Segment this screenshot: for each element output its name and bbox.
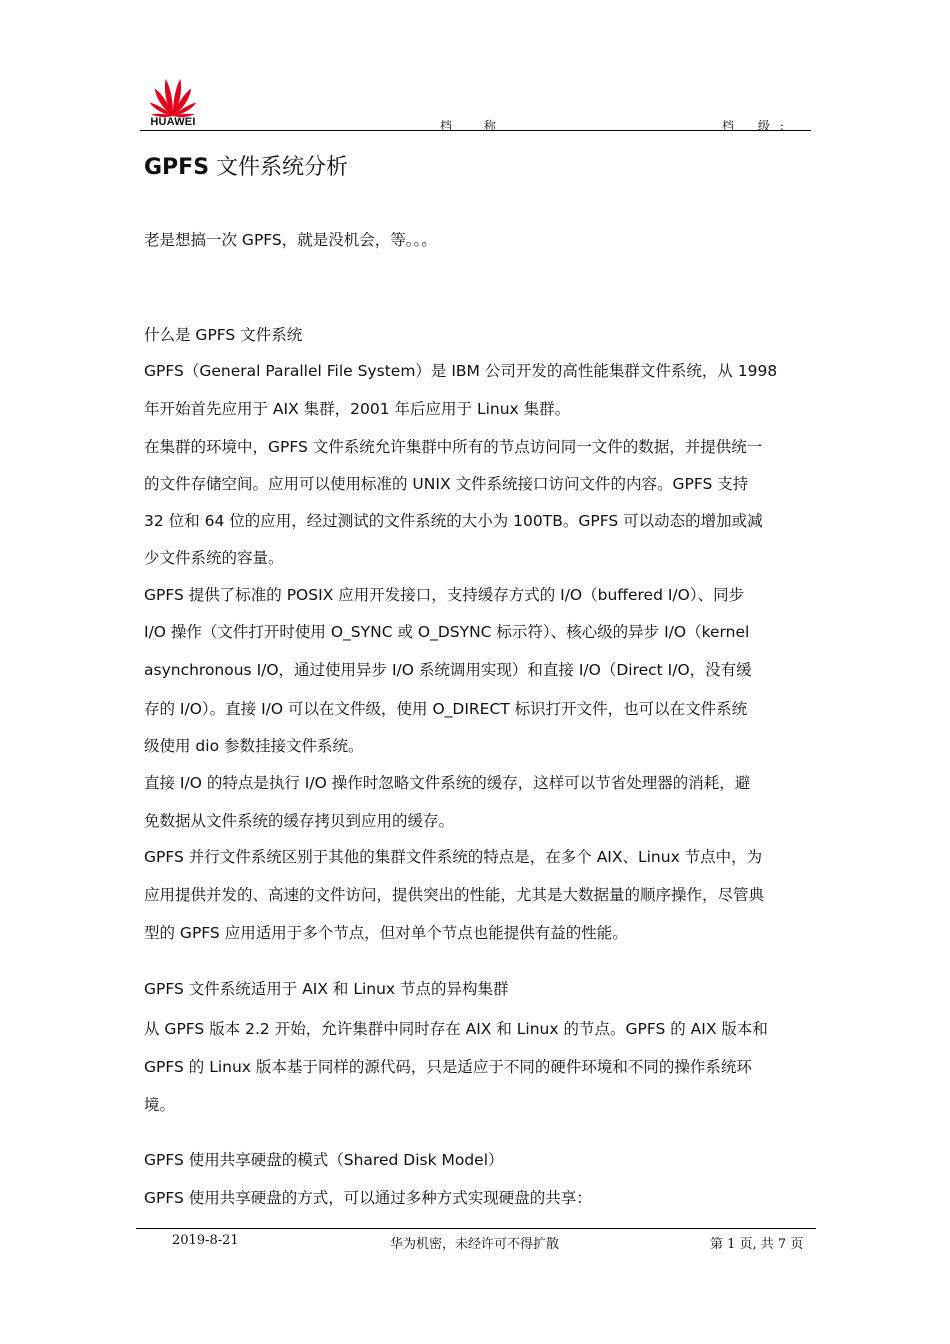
paragraph-line: 32 位和 64 位的应用，经过测试的文件系统的大小为 100TB。GPFS 可以动态的增加或减 bbox=[144, 512, 763, 530]
paragraph-line: 直接 I/O 的特点是执行 I/O 操作时忽略文件系统的缓存，这样可以节省处理器的消耗，避 bbox=[144, 774, 751, 792]
paragraph-line: 在集群的环境中，GPFS 文件系统允许集群中所有的节点访问同一文件的数据，并提供统一 bbox=[144, 438, 763, 456]
header-doc-name-label: 档 称 bbox=[440, 119, 510, 133]
paragraph-line: asynchronous I/O，通过使用异步 I/O 系统调用实现）和直接 I/O（Direct I/O，没有缓 bbox=[144, 661, 752, 679]
paragraph-line: 应用提供并发的、高速的文件访问，提供突出的性能，尤其是大数据量的顺序操作，尽管典 bbox=[144, 886, 765, 904]
paragraph-line: 老是想搞一次 GPFS，就是没机会，等。。。 bbox=[144, 231, 437, 249]
document-title bbox=[144, 150, 348, 181]
title-rest: 文件系统分析 bbox=[209, 155, 349, 180]
paragraph-line: 年开始首先应用于 AIX 集群，2001 年后应用于 Linux 集群。 bbox=[144, 400, 571, 418]
header-doc-level-label: 档 级: bbox=[722, 119, 794, 133]
paragraph-line: 免数据从文件系统的缓存拷贝到应用的缓存。 bbox=[144, 812, 455, 830]
header-rule bbox=[140, 130, 811, 131]
footer-confidential-notice: 华为机密，未经许可不得扩散 bbox=[390, 1237, 560, 1252]
paragraph-line: I/O 操作（文件打开时使用 O_SYNC 或 O_DSYNC 标示符）、核心级的异步 I/O（kernel bbox=[144, 623, 750, 641]
paragraph-line: 型的 GPFS 应用适用于多个节点，但对单个节点也能提供有益的性能。 bbox=[144, 924, 628, 942]
paragraph-line: 境。 bbox=[144, 1096, 176, 1114]
paragraph-line: GPFS 提供了标准的 POSIX 应用开发接口，支持缓存方式的 I/O（buffered I/O）、同步 bbox=[144, 586, 745, 604]
paragraph-line: 存的 I/O）。直接 I/O 可以在文件级，使用 O_DIRECT 标识打开文件，也可以在文件系统 bbox=[144, 700, 748, 718]
paragraph-line: GPFS 使用共享硬盘的方式，可以通过多种方式实现硬盘的共享： bbox=[144, 1189, 592, 1207]
section-heading: GPFS 文件系统适用于 AIX 和 Linux 节点的异构集群 bbox=[144, 980, 509, 998]
huawei-wordmark: HUAWEI bbox=[150, 116, 196, 128]
section-heading: 什么是 GPFS 文件系统 bbox=[144, 326, 303, 344]
footer-date: 2019-8-21 bbox=[172, 1233, 239, 1248]
paragraph-line: 的文件存储空间。应用可以使用标准的 UNIX 文件系统接口访问文件的内容。GPFS 支持 bbox=[144, 475, 749, 493]
footer-rule bbox=[136, 1228, 816, 1229]
paragraph-line: 少文件系统的容量。 bbox=[144, 549, 284, 567]
paragraph-line: GPFS 的 Linux 版本基于同样的源代码，只是适应于不同的硬件环境和不同的操作系统环 bbox=[144, 1058, 752, 1076]
paragraph-line: 从 GPFS 版本 2.2 开始，允许集群中同时存在 AIX 和 Linux 的节点。GPFS 的 AIX 版本和 bbox=[144, 1020, 768, 1038]
paragraph-line: 级使用 dio 参数挂接文件系统。 bbox=[144, 737, 364, 755]
title-bold-part: GPFS bbox=[144, 155, 210, 180]
paragraph-line: GPFS 并行文件系统区别于其他的集群文件系统的特点是，在多个 AIX、Linux 节点中，为 bbox=[144, 848, 763, 866]
section-heading: GPFS 使用共享硬盘的模式（Shared Disk Model） bbox=[144, 1151, 504, 1169]
paragraph-line: GPFS（General Parallel File System）是 IBM 公司开发的高性能集群文件系统，从 1998 bbox=[144, 362, 778, 380]
footer-page-number: 第 1 页, 共 7 页 bbox=[710, 1237, 804, 1252]
